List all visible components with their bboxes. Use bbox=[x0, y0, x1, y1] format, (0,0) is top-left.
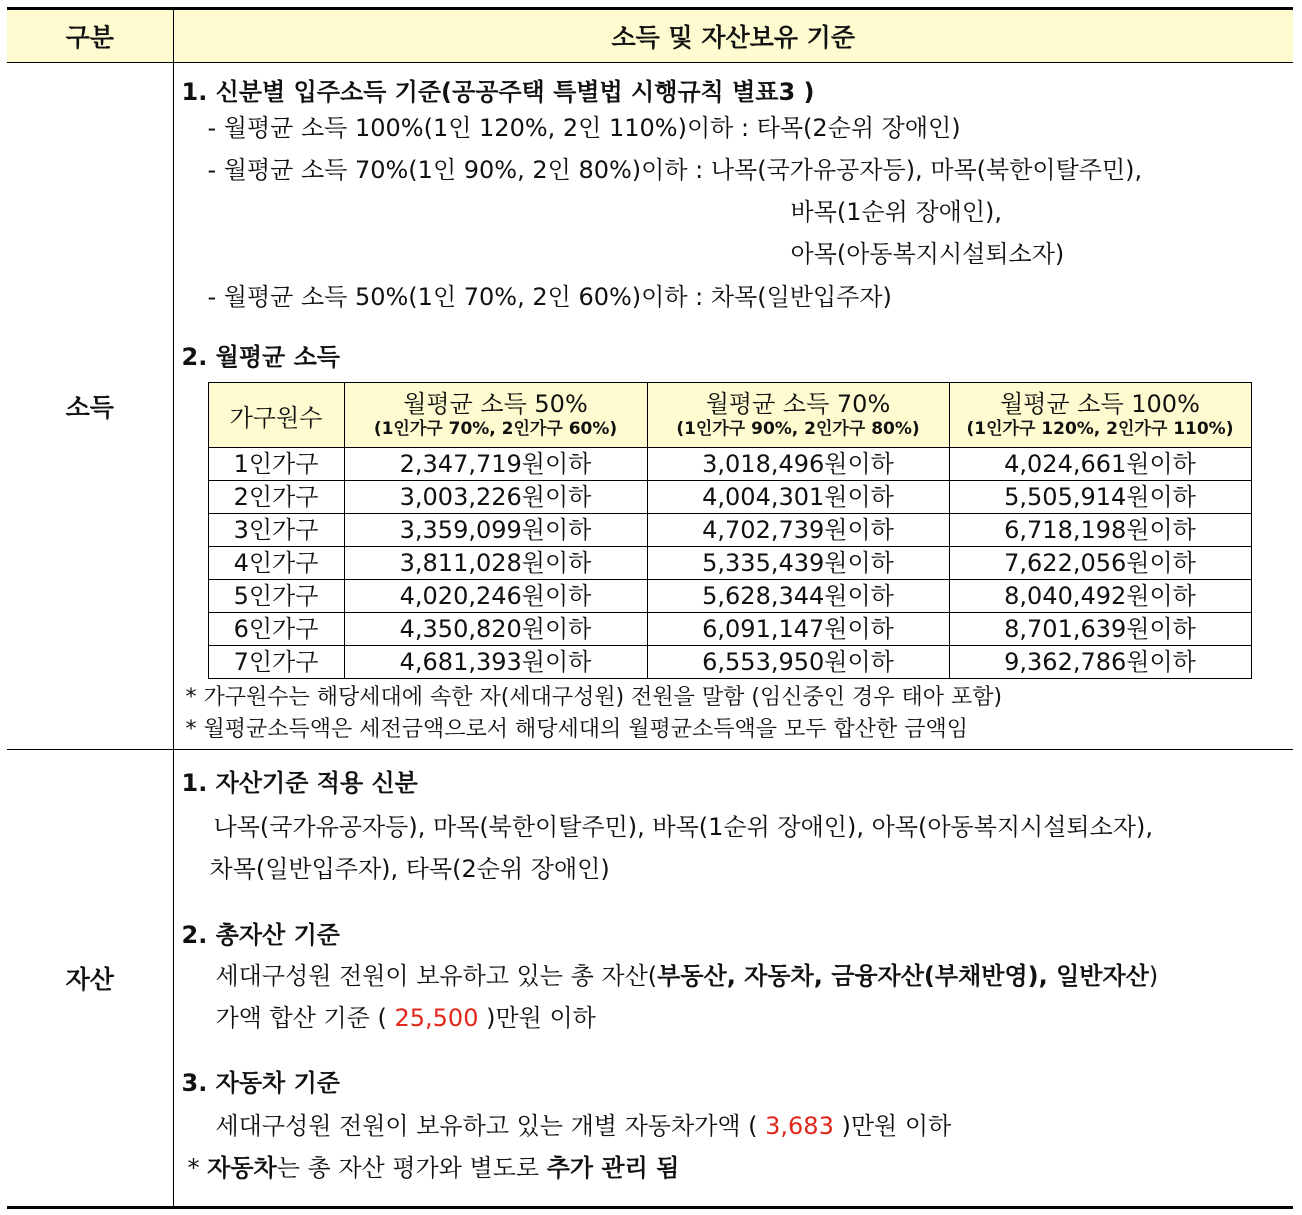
income-note-1: * 가구원수는 해당세대에 속한 자(세대구성원) 전원을 말함 (임신중인 경우 태아 포함) bbox=[185, 685, 1003, 710]
income-note-2: * 월평균소득액은 세전금액으로서 해당세대의 월평균소득액을 모두 합산한 금액임 bbox=[185, 717, 969, 742]
household-size: 3인가구 bbox=[208, 514, 344, 547]
income-50-title: 월평균 소득 50% bbox=[403, 390, 588, 418]
household-size: 6인가구 bbox=[208, 613, 344, 646]
income-line-1: - 월평균 소득 100%(1인 120%, 2인 110%)이하 : 타목(2순위 장애인) bbox=[207, 114, 961, 142]
income-70-value: 3,018,496원이하 bbox=[647, 448, 949, 481]
income-100-value: 8,701,639원이하 bbox=[949, 613, 1251, 646]
household-size: 7인가구 bbox=[208, 646, 344, 679]
household-size: 5인가구 bbox=[208, 580, 344, 613]
asset-car-line bbox=[216, 1111, 952, 1141]
income-section1-title: 1. 신분별 입주소득 기준(공공주택 특별법 시행규칙 별표3 ) bbox=[181, 78, 815, 106]
income-100-value: 8,040,492원이하 bbox=[949, 580, 1251, 613]
income-50-value: 4,681,393원이하 bbox=[344, 646, 647, 679]
asset-total-text-c: ) bbox=[1148, 962, 1159, 990]
income-100-value: 7,622,056원이하 bbox=[949, 547, 1251, 580]
asset-note-d: 추가 관리 됨 bbox=[546, 1154, 680, 1182]
asset-car-text-a: 세대구성원 전원이 보유하고 있는 개별 자동차가액 ( bbox=[215, 1112, 766, 1140]
asset-note-a: * bbox=[187, 1154, 208, 1182]
header-criteria: 소득 및 자산보유 기준 bbox=[173, 9, 1293, 63]
income-70-value: 5,335,439원이하 bbox=[647, 547, 949, 580]
asset-section3-title: 3. 자동차 기준 bbox=[181, 1069, 340, 1097]
income-50-value: 3,811,028원이하 bbox=[344, 547, 647, 580]
income-line-3: 바목(1순위 장애인), bbox=[790, 198, 1003, 226]
header-row bbox=[7, 9, 1293, 63]
income-table bbox=[208, 382, 1252, 679]
household-size: 1인가구 bbox=[208, 448, 344, 481]
income-100-value: 5,505,914원이하 bbox=[949, 481, 1251, 514]
asset-total-value: 25,500 bbox=[394, 1004, 479, 1032]
asset-total-line-1 bbox=[216, 961, 1159, 991]
income-line-5: - 월평균 소득 50%(1인 70%, 2인 60%)이하 : 차목(일반입주자) bbox=[207, 283, 892, 311]
asset-section2-title: 2. 총자산 기준 bbox=[181, 921, 340, 949]
asset-line-2: 차목(일반입주자), 타목(2순위 장애인) bbox=[209, 855, 610, 883]
criteria-table bbox=[7, 7, 1293, 1209]
income-50-value: 3,359,099원이하 bbox=[344, 514, 647, 547]
income-100-header bbox=[949, 383, 1251, 448]
asset-total-text-d: 가액 합산 기준 ( bbox=[215, 1004, 395, 1032]
asset-total-line-2 bbox=[216, 1003, 596, 1033]
asset-note-b: 자동차 bbox=[207, 1154, 277, 1182]
table-row bbox=[208, 481, 1251, 514]
income-70-sub: (1인가구 90%, 2인가구 80%) bbox=[676, 419, 920, 439]
header-category: 구분 bbox=[7, 9, 173, 63]
income-table-header bbox=[208, 383, 1251, 448]
income-100-value: 6,718,198원이하 bbox=[949, 514, 1251, 547]
income-70-value: 4,702,739원이하 bbox=[647, 514, 949, 547]
income-content bbox=[173, 63, 1293, 750]
table-row bbox=[208, 547, 1251, 580]
income-50-value: 4,020,246원이하 bbox=[344, 580, 647, 613]
asset-note-c: 는 총 자산 평가와 별도로 bbox=[276, 1154, 547, 1182]
income-50-value: 3,003,226원이하 bbox=[344, 481, 647, 514]
table-row bbox=[208, 613, 1251, 646]
asset-label: 자산 bbox=[7, 750, 173, 1208]
table-row bbox=[208, 646, 1251, 679]
income-70-value: 6,091,147원이하 bbox=[647, 613, 949, 646]
asset-section1-title: 1. 자산기준 적용 신분 bbox=[181, 769, 418, 797]
household-size: 2인가구 bbox=[208, 481, 344, 514]
asset-car-text-b: )만원 이하 bbox=[833, 1112, 952, 1140]
income-50-value: 2,347,719원이하 bbox=[344, 448, 647, 481]
asset-row bbox=[7, 750, 1293, 1208]
income-70-value: 4,004,301원이하 bbox=[647, 481, 949, 514]
income-50-sub: (1인가구 70%, 2인가구 60%) bbox=[373, 419, 618, 439]
table-row bbox=[208, 514, 1251, 547]
income-70-title: 월평균 소득 70% bbox=[705, 390, 891, 418]
asset-note bbox=[188, 1153, 680, 1183]
income-100-sub: (1인가구 120%, 2인가구 110%) bbox=[966, 419, 1234, 439]
household-size: 4인가구 bbox=[208, 547, 344, 580]
table-row bbox=[208, 580, 1251, 613]
income-50-header bbox=[344, 383, 647, 448]
asset-car-value: 3,683 bbox=[765, 1112, 834, 1140]
asset-content bbox=[173, 750, 1293, 1208]
income-100-value: 4,024,661원이하 bbox=[949, 448, 1251, 481]
table-row bbox=[208, 448, 1251, 481]
income-row bbox=[7, 63, 1293, 750]
income-70-value: 5,628,344원이하 bbox=[647, 580, 949, 613]
income-100-title: 월평균 소득 100% bbox=[1000, 390, 1200, 418]
income-line-4: 아목(아동복지시설퇴소자) bbox=[790, 240, 1065, 268]
income-70-header bbox=[647, 383, 949, 448]
income-label: 소득 bbox=[7, 63, 173, 750]
asset-total-text-e: )만원 이하 bbox=[478, 1004, 596, 1032]
asset-total-text-a: 세대구성원 전원이 보유하고 있는 총 자산( bbox=[215, 962, 658, 990]
income-50-value: 4,350,820원이하 bbox=[344, 613, 647, 646]
income-section2-title: 2. 월평균 소득 bbox=[181, 343, 340, 371]
asset-line-1: 나목(국가유공자등), 마목(북한이탈주민), 바목(1순위 장애인), 아목(아동복지시설퇴소자), bbox=[213, 813, 1153, 841]
household-size-header: 가구원수 bbox=[208, 383, 344, 448]
income-70-value: 6,553,950원이하 bbox=[647, 646, 949, 679]
income-100-value: 9,362,786원이하 bbox=[949, 646, 1251, 679]
asset-total-items: 부동산, 자동차, 금융자산(부채반영), 일반자산 bbox=[657, 962, 1149, 990]
income-line-2: - 월평균 소득 70%(1인 90%, 2인 80%)이하 : 나목(국가유공자등), 마목(북한이탈주민), bbox=[207, 156, 1143, 184]
